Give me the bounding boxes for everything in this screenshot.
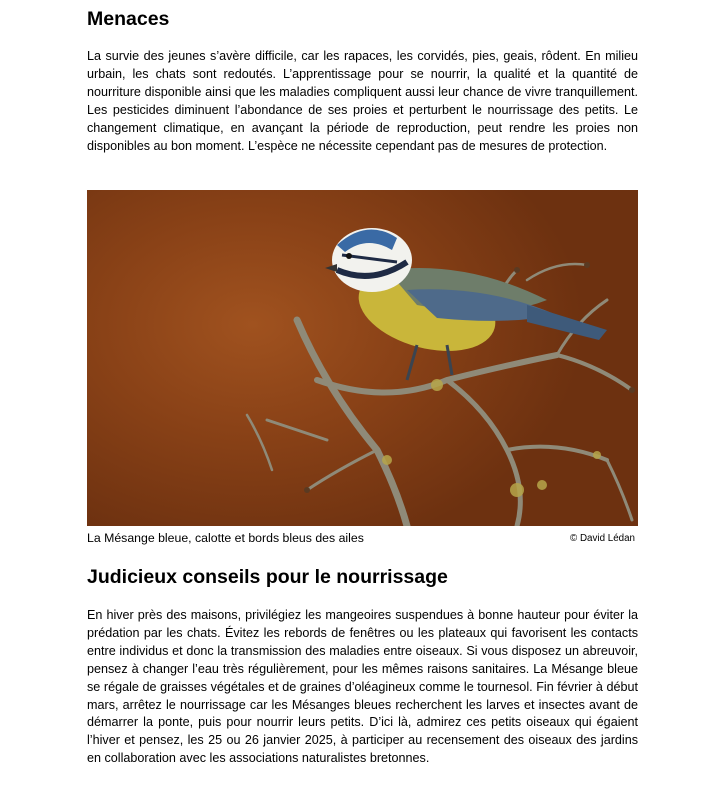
paragraph-menaces: La survie des jeunes s’avère difficile, car les rapaces, les corvidés, pies, geais, rôdent. En milieu urbain, les chats sont redoutés. L’apprentissage pour se nourrir, la qualité et la quantité de nourriture disponible ainsi que les maladies compliquent aussi leur chance de vivre tranquillement. Les pesticides diminuent l’abondance de ses proies et perturbent le nourrissage des petits. Le changement climatique, en avançant la période de reproduction, peut rendre les proies non disponibles au bon moment. L’espèce ne nécessite cependant pas de mesures de protection. — [87, 49, 638, 153]
paragraph-conseils: En hiver près des maisons, privilégiez les mangeoires suspendues à bonne hauteur pour éviter la prédation par les chats. Évitez les rebords de fenêtres ou les plateaux qui favorisent les contacts entre individus et donc la transmission des maladies entre oiseaux. Si vous disposez un abreuvoir, pensez à changer l’eau très régulièrement, pour les mêmes raisons sanitaires. La Mésange bleue se régale de graisses végétales et de graines d’oléagineux comme le tournesol. Fin février à début mars, arrêtez le nourrissage car les Mésanges bleues recherchent les larves et insectes avant de démarrer la ponte, puis pour nourrir leurs petits. D’ici là, admirez ces petits oiseaux qui égaient l’hiver et pensez, les 25 ou 26 janvier 2025, à participer au recensement des oiseaux des jardins en collaboration avec les associations naturalistes bretonnes. — [87, 608, 638, 766]
blue-tit-photo — [87, 190, 638, 526]
section-heading-conseils: Judicieux conseils pour le nourrissage — [87, 566, 448, 588]
figure-caption-row — [87, 530, 638, 546]
section-heading-menaces: Menaces — [87, 8, 170, 30]
photo-credit: © David Lédan — [570, 533, 635, 544]
figure-caption: La Mésange bleue, calotte et bords bleus des ailes — [87, 531, 364, 545]
